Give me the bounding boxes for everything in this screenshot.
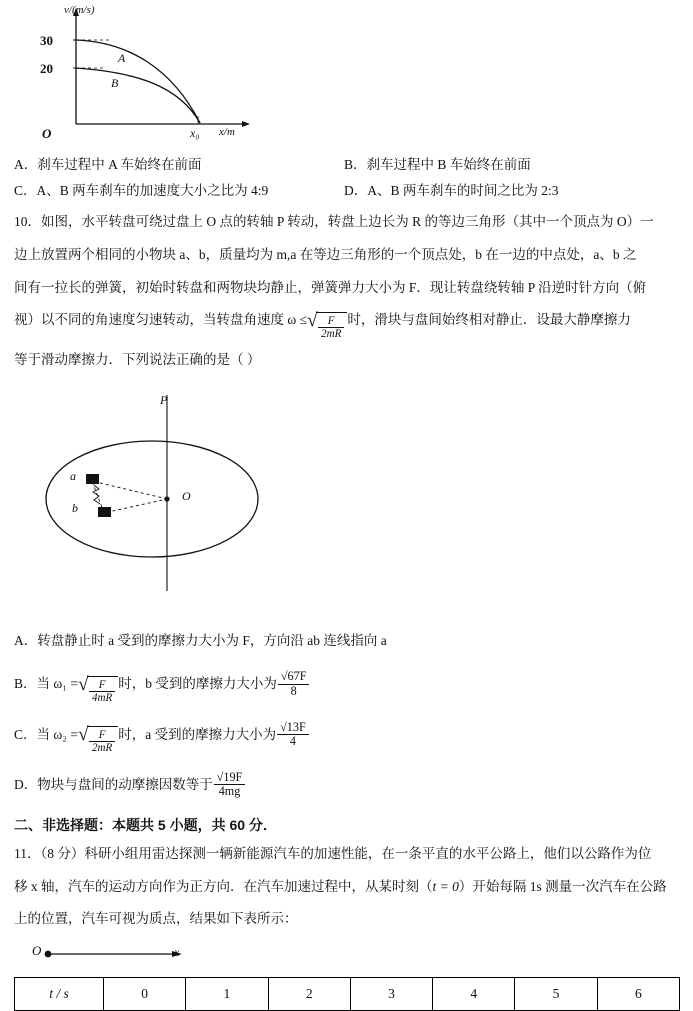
answer-10-d-pre: 物块与盘间的动摩擦因数等于	[37, 776, 213, 792]
answer-10-a[interactable]	[14, 627, 679, 654]
answer-10-c-sqrt	[78, 726, 118, 754]
question-10-number: 10．	[14, 214, 41, 230]
question-10-text-1: 如图，水平转盘可绕过盘上 O 点的转轴 P 转动，转盘上边长为 R 的等边三角形（其中一个顶点为 O）一	[41, 214, 654, 230]
answer-10-c-result-fraction	[277, 721, 309, 749]
mc-row-ab	[14, 152, 679, 178]
answer-10-c-result-den: 4	[277, 734, 309, 749]
graph-y-axis-label: v/(m/s)	[64, 4, 95, 16]
graph-x-axis-label: x/m	[219, 126, 235, 138]
answer-10-d-result-den: 4mg	[214, 784, 246, 799]
question-11-line-3: 上的位置，汽车可视为质点，结果如下表所示：	[14, 911, 298, 927]
option-d-text: A、B 两车刹车的时间之比为 2:3	[367, 182, 559, 198]
question-11-line-1	[14, 840, 679, 868]
answer-10-b-mid: 时，b 受到的摩擦力大小为	[118, 676, 277, 692]
question-11-math-t0: t = 0	[432, 878, 459, 894]
graph-ytick-20: 20	[40, 61, 53, 76]
answer-10-b-result-num: √67F	[280, 669, 307, 684]
answer-10-d[interactable]	[14, 771, 679, 799]
figure-turntable	[14, 377, 679, 617]
omega-condition-numerator: F	[327, 314, 335, 327]
option-d-label: D．	[344, 182, 368, 198]
answer-10-d-label: D．	[14, 776, 38, 792]
question-10-line-4	[14, 306, 679, 340]
question-10-line-2: 边上放置两个相同的小物块 a、b，质量均为 m,a 在等边三角形的一个顶点处，b 在一边的中点处，a、b 之	[14, 246, 637, 262]
answer-10-b-sqrt-fraction	[89, 679, 115, 705]
answer-10-d-result-num: √19F	[216, 769, 243, 784]
question-11-score: （8 分）	[40, 846, 85, 862]
option-b[interactable]	[344, 152, 679, 178]
turntable-block-b-label: b	[72, 501, 78, 516]
answer-10-b-sqrt	[78, 676, 118, 704]
table-cell-t3: 3	[350, 978, 432, 1011]
table-cell-t2: 2	[268, 978, 350, 1011]
question-10-line-5: 等于滑动摩擦力．下列说法正确的是（ ）	[14, 351, 261, 367]
answer-10-a-text: 转盘静止时 a 受到的摩擦力大小为 F，方向沿 ab 连线指向 a	[37, 633, 387, 649]
graph-ytick-30: 30	[40, 33, 53, 48]
figure-velocity-position-graph	[14, 6, 679, 146]
question-10-line-1	[14, 208, 679, 236]
section-2-heading: 二、非选择题：本题共 5 小题，共 60 分．	[14, 817, 277, 834]
figure-x-axis	[24, 941, 679, 975]
mc-row-cd	[14, 178, 679, 204]
answer-10-b-label: B．	[14, 676, 37, 692]
answer-10-c-pre: 当 ω₂ =	[36, 726, 78, 742]
turntable-axis-label: P	[160, 393, 168, 408]
answer-10-c-result-num: √13F	[280, 719, 306, 734]
option-a-text: 刹车过程中 A 车始终在前面	[37, 157, 202, 172]
graph-origin-label: O	[42, 126, 52, 141]
x-axis-label: x	[174, 945, 180, 960]
table-row-header: t / s	[15, 978, 104, 1011]
answer-10-b-sqrt-den: 4mR	[91, 692, 113, 705]
answer-10-b-pre: 当 ω₁ =	[36, 676, 78, 692]
answer-10-c-sqrt-den: 2mR	[91, 742, 113, 755]
option-c[interactable]	[14, 178, 344, 204]
question-11-text-2b: ）开始每隔 1s 测量一次汽车在公路	[458, 878, 667, 894]
turntable-svg	[34, 377, 294, 615]
graph-svg	[32, 6, 262, 144]
answer-10-b[interactable]	[14, 670, 679, 704]
x-axis-origin-label: O	[32, 943, 42, 959]
answer-10-b-result-fraction	[278, 670, 310, 698]
graph-xtick-x0: x₀	[190, 126, 200, 140]
graph-curve-label-a: A	[118, 51, 126, 65]
omega-condition-denominator: 2mR	[321, 328, 342, 341]
answer-10-b-result-den: 8	[278, 684, 310, 699]
option-d[interactable]	[344, 178, 679, 204]
table-cell-t1: 1	[186, 978, 268, 1011]
measurement-table	[14, 977, 680, 1011]
answer-10-c-sqrt-num: F	[98, 729, 106, 742]
answer-10-b-sqrt-num: F	[98, 678, 106, 691]
answer-10-c-label: C．	[14, 726, 37, 742]
answer-10-c[interactable]	[14, 721, 679, 755]
omega-condition-sqrt	[307, 312, 347, 341]
answer-10-d-result-fraction	[214, 771, 246, 799]
question-11-text-1: 科研小组用雷达探测一辆新能源汽车的加速性能，在一条平直的水平公路上，他们以公路作为位	[84, 846, 652, 862]
graph-curve-label-b: B	[111, 76, 119, 90]
answer-10-c-mid: 时，a 受到的摩擦力大小为	[118, 726, 277, 742]
table-cell-t0: 0	[104, 978, 186, 1011]
turntable-block-a-label: a	[70, 469, 76, 484]
option-c-text: A、B 两车刹车的加速度大小之比为 4:9	[36, 182, 269, 198]
table-cell-t4: 4	[433, 978, 515, 1011]
table-cell-t5: 5	[515, 978, 597, 1011]
table-row	[15, 978, 680, 1011]
turntable-center-label: O	[182, 489, 191, 504]
option-b-label: B．	[344, 157, 367, 172]
omega-condition-fraction	[318, 315, 344, 341]
answer-10-c-sqrt-fraction	[89, 729, 115, 755]
option-a[interactable]	[14, 152, 344, 178]
question-11-line-2	[14, 873, 679, 901]
option-a-label: A．	[14, 157, 38, 172]
table-cell-t6: 6	[597, 978, 679, 1011]
question-11-number: 11．	[14, 846, 41, 862]
option-c-label: C．	[14, 182, 37, 198]
option-b-text: 刹车过程中 B 车始终在前面	[366, 157, 531, 172]
question-10-text-4a: 视）以不同的角速度匀速转动，当转盘角速度 ω ≤	[14, 312, 308, 328]
answer-10-a-label: A．	[14, 633, 38, 649]
question-10-line-3: 间有一拉长的弹簧，初始时转盘和两物块均静止，弹簧弹力大小为 F．现让转盘绕转轴 P 沿逆时针方向（俯	[14, 279, 647, 295]
question-10-text-4b: 时，滑块与盘间始终相对静止．设最大静摩擦力	[347, 312, 631, 328]
question-11-text-2a: 移 x 轴，汽车的运动方向作为正方向．在汽车加速过程中，从某时刻（	[14, 878, 433, 894]
